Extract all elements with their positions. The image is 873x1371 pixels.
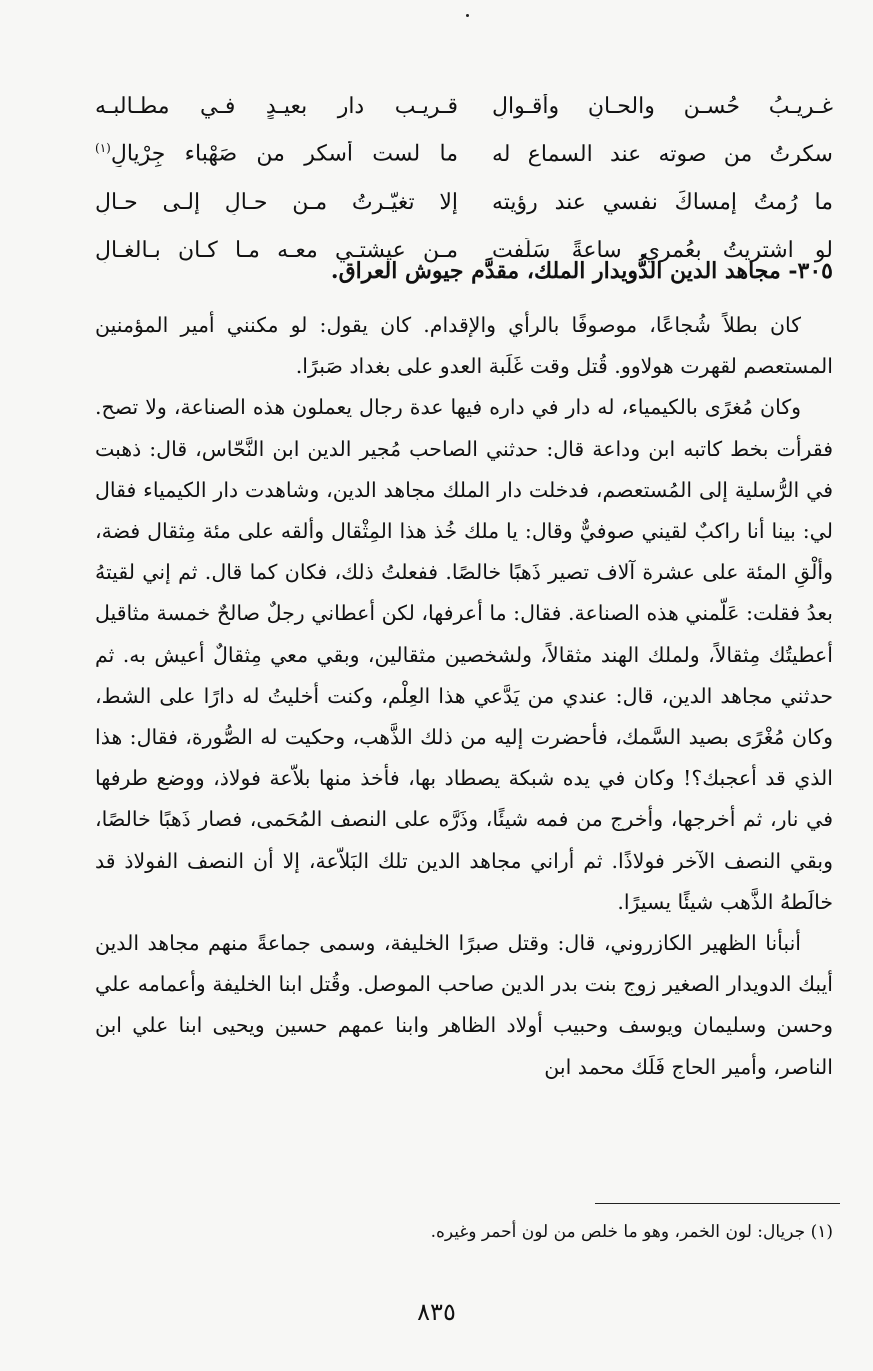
verse-first-hemistich: سكرتُ من صوته عند السماع له [492, 141, 833, 167]
paragraph: كان بطلاً شُجاعًا، موصوفًا بالرأي والإقدام. كان يقول: لو مكنني أمير المؤمنين المستعصم لقهرت هولاوو. قُتل وقت غَلَبة العدو على بغداد صَبرًا. [95, 313, 833, 379]
footnote-divider [595, 1203, 840, 1204]
verse-first-hemistich: غـريـبُ حُسـنٍ والحـانٍ وأقـوالِ [492, 93, 833, 119]
verse-first-hemistich: لو اشتريتُ بعُمري ساعةً سَلَفت [492, 237, 833, 263]
footnote: (١) جريال: لون الخمر، وهو ما خلص من لون أحمر وغيره. [430, 1222, 833, 1242]
page-mark [466, 14, 469, 17]
verse-second-hemistich: إلا تغيّـرتُ مـن حـالٍ إلـى حـالِ [95, 189, 458, 215]
poem-verse [95, 178, 833, 226]
poem-verse [95, 130, 833, 178]
verse-second-hemistich: مـن عيشتـي معـه مـا كـان بـالغـالِ [95, 237, 458, 263]
footnote-marker: (١) [95, 141, 111, 156]
verse-second-hemistich: قـريـب دارٍ بعيـدٍ فـي مطـالبـه [95, 93, 458, 119]
verse-text: ما لست أسكر من صَهْباء جِرْيالِ [110, 141, 458, 167]
poem [95, 82, 833, 274]
verse-second-hemistich [95, 141, 464, 166]
paragraph: وكان مُغرًى بالكيمياء، له دار في داره فيها عدة رجال يعملون هذه الصناعة، ولا تصح. فقرأت بخط كاتبه ابن وداعة قال: حدثني الصاحب مُجير الدين ابن النَّحّاس، قال: ذهبت في الرُّسلية إلى المُستعصم، فدخلت دار الملك مجاهد الدين، وشاهدت دار الكيمياء فقال لي: بينا أنا راكبٌ لقيني صوفيٌّ وقال: يا ملك خُذ هذا المِثْقال وألقه على مئة مِثقال فضة، وألْقِ المئة على عشرة آلاف تصير ذَهبًا خالصًا. ففعلتُ ذلك، فكان كما قال. ثم إني لقيتهُ بعدُ فقلت: عَلّمني هذه الصناعة. فقال: ما أعرفها، لكن أعطاني رجلٌ صالحٌ خمسة مثاقيل أعطيتُك مِثقالاً، ولملك الهند مثقالاً، ولشخصين مثقالين، وبقي معي مِثقالٌ أعيش به. ثم حدثني مجاهد الدين، قال: عندي من يَدَّعي هذا العِلْم، وكنت أخليتُ له دارًا على الشط، وكان مُغْرًى بصيد السَّمك، فأحضرت إليه من ذلك الذَّهب، وحكيت له الصُّورة، فقال: هذا الذي قد أعجبك؟! وكان في يده شبكة يصطاد بها، فأخذ منها بلاّعة فولاذ، ووضع طرفها في نار، ثم أخرجها، وأخرج من فمه شيئًا، وذَرَّه على النصف المُحَمى، فصار ذَهبًا خالصًا، وبقي النصف الآخر فولاذًا. ثم أراني مجاهد الدين تلك البَلاّعة، إلا أن النصف الفولاذ قد خالَطهُ الذَّهب شيئًا يسيرًا. [95, 395, 833, 914]
body-text [95, 305, 833, 1088]
poem-verse [95, 82, 833, 130]
paragraph: أنبأنا الظهير الكازروني، قال: وقتل صبرًا الخليفة، وسمى جماعةً منهم مجاهد الدين أيبك الدويدار الصغير زوج بنت بدر الدين صاحب الموصل. وقُتل ابنا الخليفة وأعمامه علي وحسن وسليمان ويوسف وحبيب أولاد الظاهر وابنا عمهم حسين ويحيى ابنا علي ابن الناصر، وأمير الحاج فَلَك محمد ابن [95, 931, 833, 1079]
verse-first-hemistich: ما رُمتُ إمساكَ نفسي عند رؤيته [492, 189, 833, 215]
entry-heading: ٣٠٥- مجاهد الدين الدُّويدار الملك، مقدَّم جيوش العراق. [330, 258, 833, 284]
page-number: ٨٣٥ [417, 1298, 456, 1326]
